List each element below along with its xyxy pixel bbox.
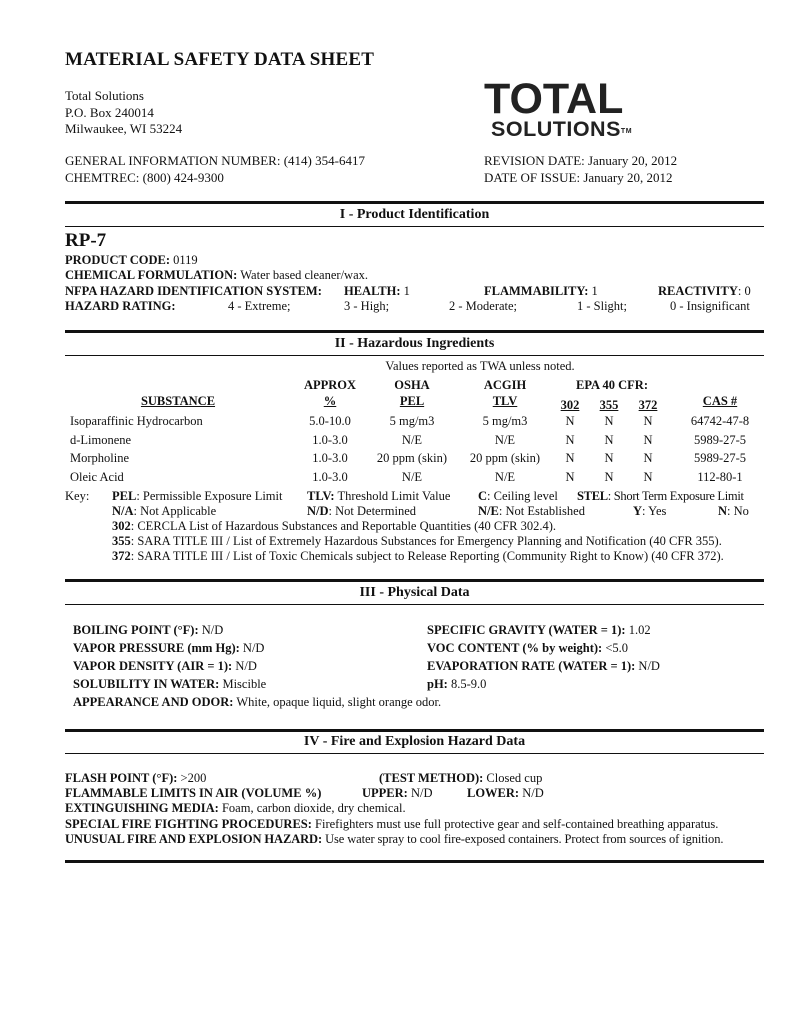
hazard-rating-4: 4 - Extreme; <box>228 299 291 313</box>
trademark-mark: TM <box>620 128 633 135</box>
flash-point: FLASH POINT (°F): >200 <box>65 771 207 785</box>
nfpa-health: HEALTH: 1 <box>344 284 410 298</box>
voc-content: VOC CONTENT (% by weight): <5.0 <box>427 641 629 655</box>
row-cas: 5989-27-5 <box>693 451 747 465</box>
key-n: N: No <box>718 504 749 518</box>
nfpa-label: NFPA HAZARD IDENTIFICATION SYSTEM: <box>65 284 322 298</box>
row-cas: 112-80-1 <box>697 470 743 484</box>
flammable-upper: UPPER: N/D <box>362 786 433 800</box>
key-label: Key: <box>65 489 90 503</box>
company-po-box: P.O. Box 240014 <box>65 104 154 120</box>
logo-line-total: TOTAL <box>484 75 624 123</box>
row-302: N <box>565 433 575 447</box>
row-approx: 1.0-3.0 <box>312 470 348 484</box>
row-substance: Oleic Acid <box>70 470 124 484</box>
row-tlv: 20 ppm (skin) <box>469 451 541 465</box>
key-tlv: TLV: Threshold Limit Value <box>307 489 451 503</box>
chemtrec-number: CHEMTREC: (800) 424-9300 <box>65 169 224 185</box>
col-epa-302: 302 <box>560 398 580 412</box>
key-c: C: Ceiling level <box>478 489 558 503</box>
col-osha-pel: PEL <box>399 394 425 408</box>
company-city: Milwaukee, WI 53224 <box>65 121 183 136</box>
key-nd: N/D: Not Determined <box>307 504 417 518</box>
product-name: RP-7 <box>65 230 107 251</box>
vapor-pressure: VAPOR PRESSURE (mm Hg): N/D <box>73 641 265 655</box>
key-355: 355: SARA TITLE III / List of Extremely Hazardous Substances for Emergency Planning and Notification (40 CFR 355). <box>112 534 722 548</box>
key-stel: STEL: Short Term Exposure Limit <box>577 489 744 503</box>
key-302: 302: CERCLA List of Hazardous Substances and Reportable Quantities (40 CFR 302.4). <box>112 519 557 533</box>
section-3-top-rule <box>65 579 764 582</box>
row-pel: N/E <box>401 433 423 447</box>
company-address <box>65 88 182 138</box>
row-tlv: 5 mg/m3 <box>482 414 528 428</box>
row-pel: 20 ppm (skin) <box>376 451 448 465</box>
section-1-heading: I - Product Identification <box>339 207 490 222</box>
section-4-top-rule <box>65 729 764 732</box>
row-tlv: N/E <box>494 433 516 447</box>
nfpa-flammability: FLAMMABILITY: 1 <box>484 284 598 298</box>
row-cas: 64742-47-8 <box>690 414 750 428</box>
row-302: N <box>565 451 575 465</box>
logo-line-solutions: SOLUTIONS™ <box>491 117 633 141</box>
row-substance: Isoparaffinic Hydrocarbon <box>70 414 203 428</box>
unusual-hazard: UNUSUAL FIRE AND EXPLOSION HAZARD: Use water spray to cool fire-exposed containers. Protect from sources of ignition. <box>65 832 724 846</box>
section-4-heading: IV - Fire and Explosion Hazard Data <box>303 734 526 749</box>
row-302: N <box>565 470 575 484</box>
section-2-top-rule <box>65 330 764 333</box>
col-approx: APPROX <box>303 378 357 392</box>
col-substance: SUBSTANCE <box>140 394 216 408</box>
contact-numbers <box>65 153 365 186</box>
revision-date: REVISION DATE: January 20, 2012 <box>484 153 678 168</box>
specific-gravity: SPECIFIC GRAVITY (WATER = 1): 1.02 <box>427 623 651 637</box>
vapor-density: VAPOR DENSITY (AIR = 1): N/D <box>73 659 257 673</box>
ph-value: pH: 8.5-9.0 <box>427 677 487 691</box>
special-procedures: SPECIAL FIRE FIGHTING PROCEDURES: Firefighters must use full protective gear and self-contained breathing apparatus. <box>65 817 719 831</box>
row-372: N <box>643 470 653 484</box>
hazard-rating-1: 1 - Slight; <box>577 299 628 313</box>
row-cas: 5989-27-5 <box>693 433 747 447</box>
key-ne: N/E: Not Established <box>478 504 585 518</box>
col-approx-unit: % <box>323 394 337 408</box>
row-355: N <box>604 433 614 447</box>
section-2-bottom-rule <box>65 355 764 356</box>
row-302: N <box>565 414 575 428</box>
hazard-rating-2: 2 - Moderate; <box>449 299 518 313</box>
row-pel: N/E <box>401 470 423 484</box>
row-372: N <box>643 414 653 428</box>
chemical-formulation: CHEMICAL FORMULATION: Water based cleaner/wax. <box>65 268 368 282</box>
row-approx: 5.0-10.0 <box>309 414 351 428</box>
product-code: PRODUCT CODE: 0119 <box>65 253 198 267</box>
section-4-end-rule <box>65 860 764 863</box>
row-pel: 5 mg/m3 <box>389 414 435 428</box>
issue-date: DATE OF ISSUE: January 20, 2012 <box>484 169 673 185</box>
section-3-bottom-rule <box>65 604 764 605</box>
row-approx: 1.0-3.0 <box>312 451 348 465</box>
boiling-point: BOILING POINT (°F): N/D <box>73 623 224 637</box>
nfpa-reactivity: REACTIVITY: 0 <box>658 284 751 298</box>
key-pel: PEL: Permissible Exposure Limit <box>112 489 283 503</box>
total-solutions-logo <box>484 75 633 141</box>
flammable-lower: LOWER: N/D <box>467 786 544 800</box>
section-3-heading: III - Physical Data <box>359 585 470 600</box>
key-y: Y: Yes <box>633 504 667 518</box>
row-substance: Morpholine <box>70 451 130 465</box>
row-372: N <box>643 433 653 447</box>
row-372: N <box>643 451 653 465</box>
section-2-heading: II - Hazardous Ingredients <box>334 336 495 351</box>
document-title: MATERIAL SAFETY DATA SHEET <box>65 49 375 70</box>
col-acgih: ACGIH <box>483 378 527 392</box>
row-355: N <box>604 414 614 428</box>
section-1-top-rule <box>65 201 764 204</box>
col-epa: EPA 40 CFR: <box>576 378 648 392</box>
test-method: (TEST METHOD): Closed cup <box>379 771 543 785</box>
row-substance: d-Limonene <box>70 433 132 447</box>
section-4-bottom-rule <box>65 753 764 754</box>
evaporation-rate: EVAPORATION RATE (WATER = 1): N/D <box>427 659 660 673</box>
company-name: Total Solutions <box>65 88 144 103</box>
row-355: N <box>604 470 614 484</box>
revision-dates <box>484 153 677 186</box>
solubility: SOLUBILITY IN WATER: Miscible <box>73 677 267 691</box>
twa-note: Values reported as TWA unless noted. <box>385 359 575 373</box>
col-cas: CAS # <box>702 394 738 408</box>
extinguishing-media: EXTINGUISHING MEDIA: Foam, carbon dioxide, dry chemical. <box>65 801 406 815</box>
key-na: N/A: Not Applicable <box>112 504 217 518</box>
appearance-odor: APPEARANCE AND ODOR: White, opaque liquid, slight orange odor. <box>73 695 442 709</box>
col-epa-355: 355 <box>599 398 619 412</box>
hazard-rating-label: HAZARD RATING: <box>65 299 176 313</box>
row-tlv: N/E <box>494 470 516 484</box>
row-355: N <box>604 451 614 465</box>
col-osha: OSHA <box>394 378 430 392</box>
hazard-rating-0: 0 - Insignificant <box>670 299 750 313</box>
general-info-number: GENERAL INFORMATION NUMBER: (414) 354-6417 <box>65 153 365 168</box>
key-372: 372: SARA TITLE III / List of Toxic Chemicals subject to Release Reporting (Community Right to Know) (40 CFR 372). <box>112 549 724 563</box>
col-acgih-tlv: TLV <box>492 394 518 408</box>
flammable-limits: FLAMMABLE LIMITS IN AIR (VOLUME %) <box>65 786 322 800</box>
section-1-bottom-rule <box>65 226 764 227</box>
col-epa-372: 372 <box>638 398 658 412</box>
row-approx: 1.0-3.0 <box>312 433 348 447</box>
hazard-rating-3: 3 - High; <box>344 299 390 313</box>
